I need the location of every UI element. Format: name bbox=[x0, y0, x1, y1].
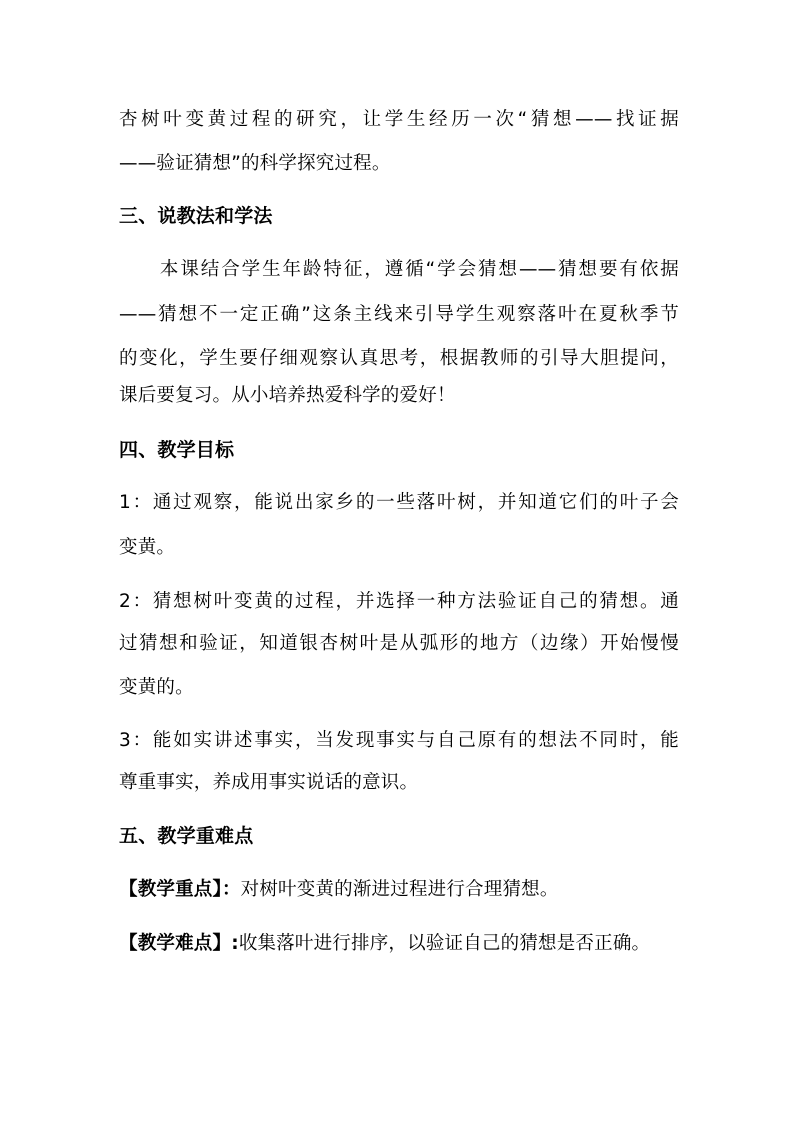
paragraph-line: 杏树叶变黄过程的研究，让学生经历一次“猜想——找证据 bbox=[119, 109, 679, 130]
paragraph-line: ——猜想不一定正确”这条主线来引导学生观察落叶在夏秋季节 bbox=[119, 304, 679, 325]
goal-item-line: 变黄。 bbox=[119, 537, 176, 558]
paragraph-line: 的变化，学生要仔细观察认真思考，根据教师的引导大胆提问， bbox=[119, 348, 679, 369]
section-heading: 四、教学目标 bbox=[119, 439, 235, 461]
key-point-text: 对树叶变黄的渐进过程进行合理猜想。 bbox=[240, 879, 559, 900]
difficult-point-line bbox=[119, 931, 679, 957]
section-heading: 五、教学重难点 bbox=[119, 825, 254, 847]
section-heading: 三、说教法和学法 bbox=[119, 205, 273, 227]
paragraph-line: ——验证猜想”的科学探究过程。 bbox=[119, 153, 391, 174]
paragraph-line: 本课结合学生年龄特征，遵循“学会猜想——猜想要有依据 bbox=[119, 259, 679, 280]
key-point-line bbox=[119, 877, 679, 903]
difficult-point-label: 【教学难点】: bbox=[119, 933, 239, 954]
difficult-point-text: 收集落叶进行排序，以验证自己的猜想是否正确。 bbox=[238, 933, 651, 954]
goal-item-line: 2：猜想树叶变黄的过程，并选择一种方法验证自己的猜想。通 bbox=[119, 591, 679, 612]
goal-item-line: 尊重事实，养成用事实说话的意识。 bbox=[119, 772, 419, 793]
key-point-label: 【教学重点】： bbox=[119, 879, 241, 900]
goal-item-line: 过猜想和验证，知道银杏树叶是从弧形的地方（边缘）开始慢慢 bbox=[119, 633, 679, 654]
goal-item-line: 变黄的。 bbox=[119, 677, 194, 698]
paragraph-line: 课后要复习。从小培养热爱科学的爱好！ bbox=[119, 385, 456, 406]
goal-item-line: 1：通过观察，能说出家乡的一些落叶树，并知道它们的叶子会 bbox=[119, 492, 679, 513]
goal-item-line: 3：能如实讲述事实，当发现事实与自己原有的想法不同时，能 bbox=[119, 730, 679, 751]
